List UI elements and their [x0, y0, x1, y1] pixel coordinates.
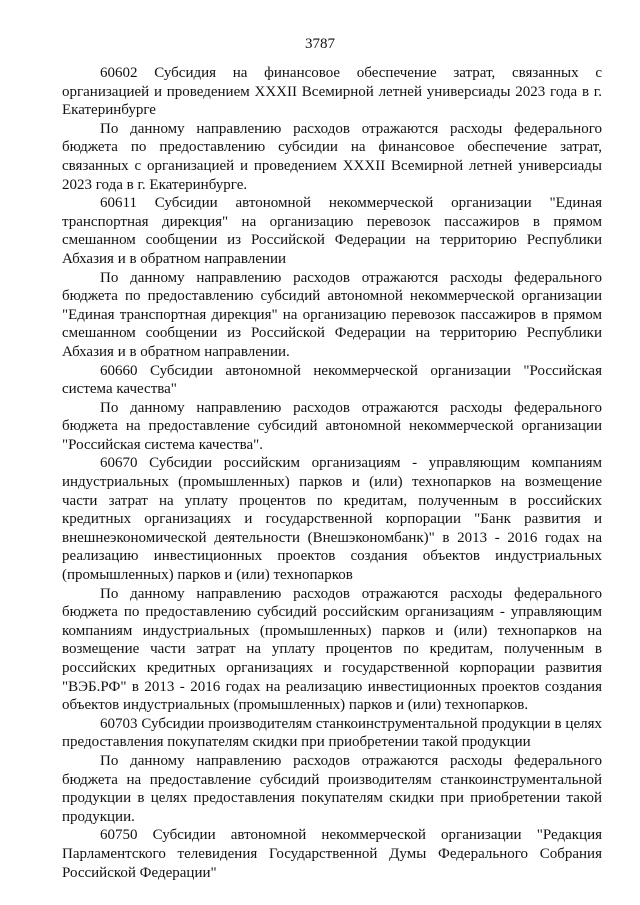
code-heading-60703: 60703 Субсидии производителям станкоинструментальной продукции в целях предоставления покупателям скидки при приобретении такой продукции: [62, 715, 602, 751]
description-60602: По данному направлению расходов отражаются расходы федерального бюджета по предоставлению субсидии на финансовое обеспечение затрат, связанных с организацией и проведением XXXII Всемирной летней универсиады 2023 года в г. Екатеринбурге.: [62, 120, 602, 193]
description-60611: По данному направлению расходов отражаются расходы федерального бюджета по предоставлению субсидий автономной некоммерческой организации "Единая транспортная дирекция" на организацию перевозок пассажиров в прямом смешанном сообщении из Российской Федерации на территорию Республики Абхазия и в обратном направлении.: [62, 269, 602, 360]
description-60660: По данному направлению расходов отражаются расходы федерального бюджета на предоставление субсидий автономной некоммерческой организации "Российская система качества".: [62, 399, 602, 453]
document-body: [62, 64, 602, 882]
description-60670: По данному направлению расходов отражаются расходы федерального бюджета по предоставлению субсидий российским организациям - управляющим компаниям индустриальных (промышленных) парков и (или) технопарков на возмещение части затрат на уплату процентов по кредитам, полученным в российских кредитных организациях и государственной корпорации развития "ВЭБ.РФ" в 2013 - 2016 годах на реализацию инвестиционных проектов создания объектов индустриальных (промышленных) парков и (или) технопарков.: [62, 585, 602, 714]
description-60703: По данному направлению расходов отражаются расходы федерального бюджета на предоставление субсидий производителям станкоинструментальной продукции в целях предоставления покупателям скидки при приобретении такой продукции.: [62, 752, 602, 825]
code-heading-60670: 60670 Субсидии российским организациям - управляющим компаниям индустриальных (промышленных) парков и (или) технопарков на возмещение части затрат на уплату процентов по кредитам, полученным в российских кредитных организациях и государственной корпорации "Банк развития и внешнеэкономической деятельности (Внешэкономбанк)" в 2013 - 2016 годах на реализацию инвестиционных проектов создания объектов индустриальных (промышленных) парков и (или) технопарков: [62, 455, 602, 584]
code-heading-60660: 60660 Субсидии автономной некоммерческой организации "Российская система качества": [62, 362, 602, 398]
code-heading-60602: 60602 Субсидия на финансовое обеспечение затрат, связанных с организацией и проведением XXXII Всемирной летней универсиады 2023 года в г. Екатеринбурге: [62, 65, 602, 119]
page-number: 3787: [305, 36, 335, 52]
code-heading-60750: 60750 Субсидии автономной некоммерческой организации "Редакция Парламентского телевидения Государственной Думы Федерального Собрания Российской Федерации": [62, 827, 602, 881]
code-heading-60611: 60611 Субсидии автономной некоммерческой организации "Единая транспортная дирекция" на организацию перевозок пассажиров в прямом смешанном сообщении из Российской Федерации на территорию Республики Абхазия и в обратном направлении: [62, 195, 602, 267]
